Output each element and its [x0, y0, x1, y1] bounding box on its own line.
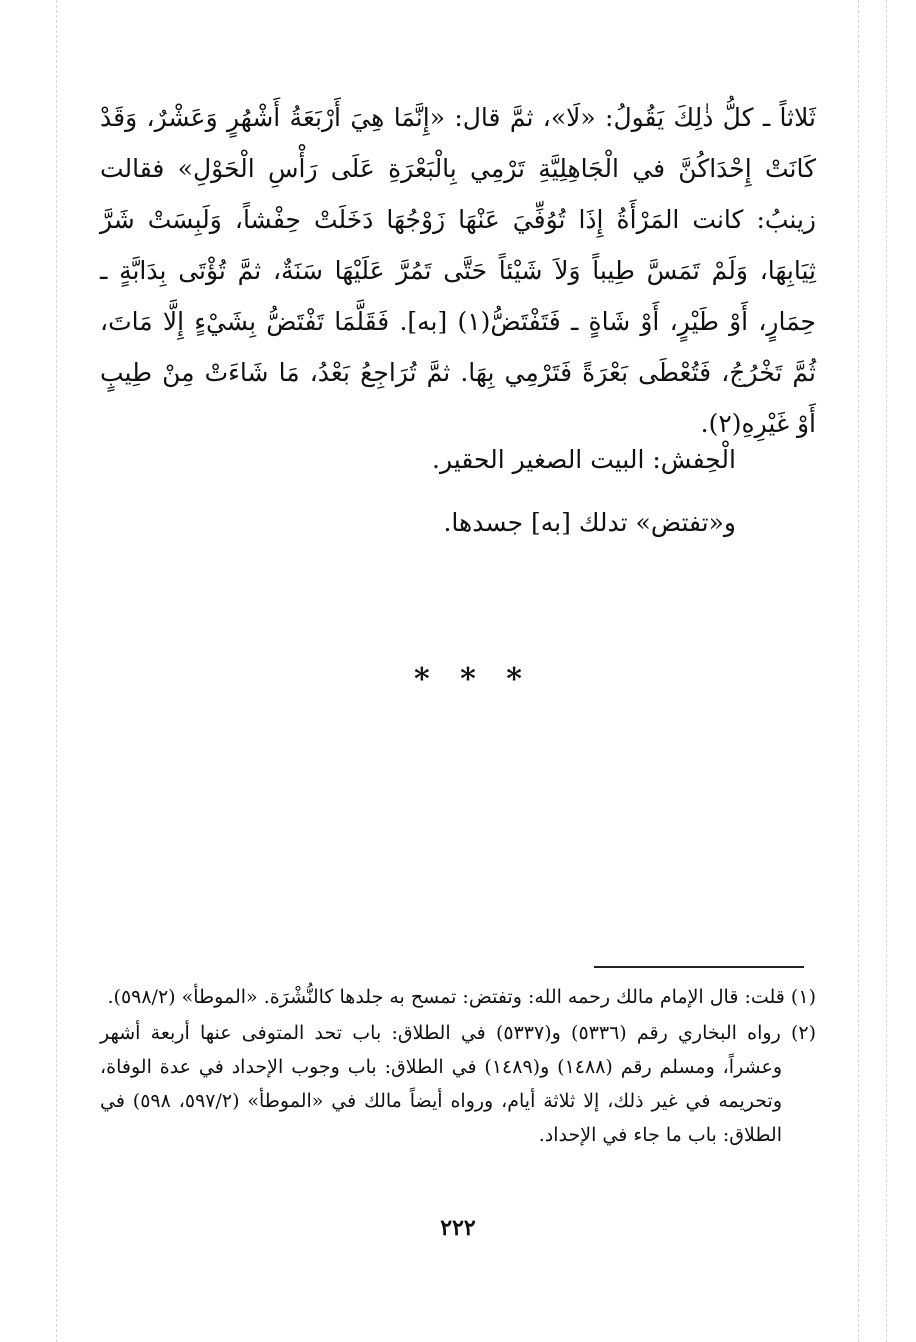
section-separator: * * * — [414, 662, 532, 697]
glossary-hifsh: الْحِفش: البيت الصغير الحقير. — [432, 445, 736, 474]
footnote-1: (١) قلت: قال الإمام مالك رحمه الله: وتفتض: تمسح به جلدها كالنُّشْرَة. «الموطأ» (٥٩٨/٢). — [107, 986, 816, 1008]
footnote-2: (٢) رواه البخاري رقم (٥٣٣٦) و(٥٣٣٧) في الطلاق: باب تحد المتوفى عنها أربعة أشهر وعشراً، ومسلم رقم (١٤٨٨) و(١٤٨٩) في الطلاق: باب وجوب الإحداد في عدة الوفاة، وتحريمه في غير ذلك، إلا ثلاثة أيام، ورواه أيضاً مالك في «الموطأ» (٥٩٧/٢، ٥٩٨) في الطلاق: باب ما جاء في الإحداد. — [100, 1022, 817, 1146]
footnote-divider — [594, 966, 804, 968]
hadith-paragraph: ثَلاثاً ـ كلُّ ذٰلِكَ يَقُولُ: «لَا»، ثمَّ قال: «إِنَّمَا هِيَ أَرْبَعَةُ أَشْهُرٍ وَعَشْرٌ، وَقَدْ كَانَتْ إِحْدَاكُنَّ في الْجَاهِلِيَّةِ تَرْمِي بِالْبَعْرَةِ عَلَى رَأْسِ الْحَوْلِ» فقالت زينبُ: كانت المَرْأَةُ إِذَا تُوُفِّيَ عَنْهَا زَوْجُهَا دَخَلَتْ حِفْشاً، وَلَبِسَتْ شَرَّ ثِيَابِهَا، وَلَمْ تَمَسَّ طِيباً وَلاَ شَيْئاً حَتَّى تَمُرَّ عَلَيْهَا سَنَةٌ، ثمَّ تُؤْتَى بِدَابَّةٍ ـ حِمَارٍ، أَوْ طَيْرٍ، أَوْ شَاةٍ ـ فَتَفْتَضُّ(١) [به]. فَقَلَّمَا تَفْتَضُّ بِشَيْءٍ إِلَّا مَاتَ، ثُمَّ تَخْرُجُ، فَتُعْطَى بَعْرَةً فَتَرْمِي بِهَا. ثمَّ تُرَاجِعُ بَعْدُ، مَا شَاءَتْ مِنْ طِيبٍ أَوْ غَيْرِهِ(٢). — [100, 103, 816, 438]
glossary-taftad: و«تفتض» تدلك [به] جسدها. — [443, 508, 736, 537]
main-text-block — [100, 92, 816, 449]
page-number: ٢٢٢ — [440, 1215, 476, 1241]
footnotes-block — [100, 980, 816, 1154]
